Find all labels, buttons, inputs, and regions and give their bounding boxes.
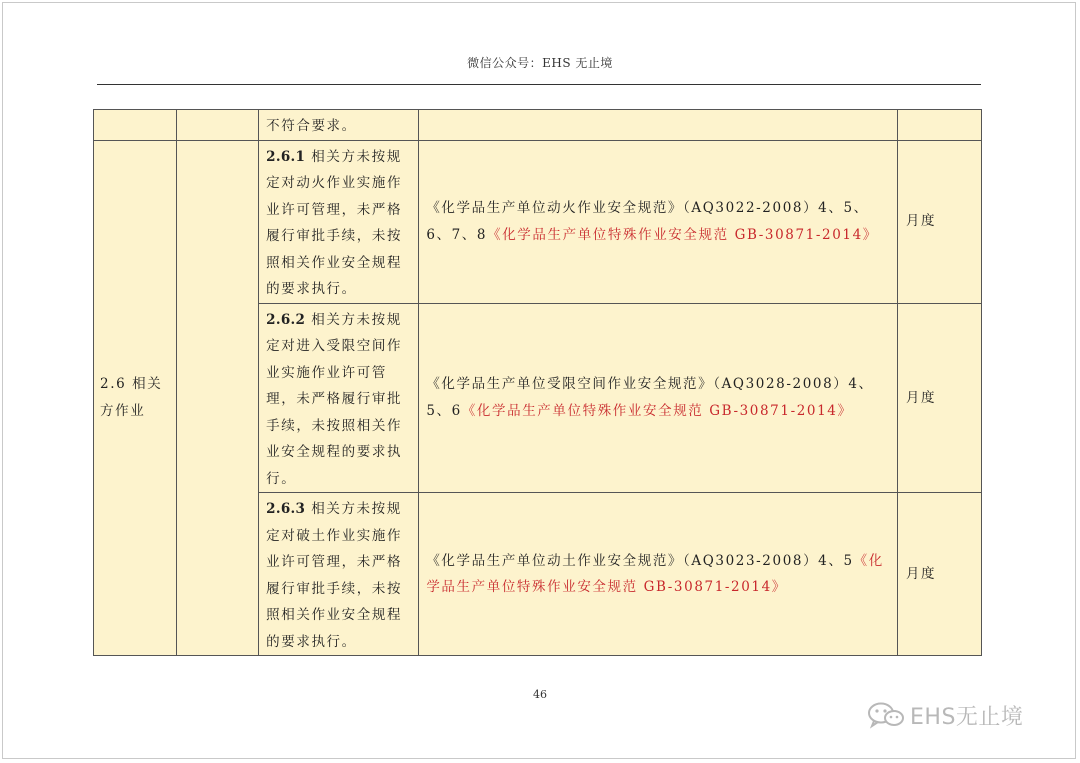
standard-text-red: 《化学品生产单位特殊作业安全规范 GB-30871-2014》 bbox=[487, 226, 878, 243]
item-cell bbox=[259, 303, 419, 493]
category-cell: 2.6 相关方作业 bbox=[94, 140, 177, 656]
frequency-cell: 月度 bbox=[897, 140, 981, 303]
item-text-continued: 不符合要求。 bbox=[259, 110, 419, 141]
item-number: 2.6.3 bbox=[266, 501, 306, 517]
table-cell-empty bbox=[419, 110, 898, 141]
page-header-title: 微信公众号：EHS 无止境 bbox=[467, 56, 613, 70]
standard-cell bbox=[419, 303, 898, 493]
item-number: 2.6.1 bbox=[266, 148, 306, 165]
wechat-icon bbox=[866, 701, 906, 729]
standards-table bbox=[93, 109, 982, 656]
header-rule bbox=[97, 84, 981, 85]
item-text: 相关方未按规定对动火作业实施作业许可管理，未严格履行审批手续，未按照相关作业安全规程的要求执行。 bbox=[266, 148, 403, 297]
standard-cell bbox=[419, 493, 898, 656]
standard-text: 《化学品生产单位动火作业安全规范》（AQ3022-2008）4、5、6、7、8 bbox=[426, 200, 869, 243]
standard-text-red: 《化学品生产单位特殊作业安全规范 GB-30871-2014》 bbox=[461, 402, 853, 419]
frequency-cell: 月度 bbox=[897, 493, 981, 656]
table-cell-empty bbox=[177, 110, 259, 141]
standard-text: 《化学品生产单位受限空间作业安全规范》（AQ3028-2008）4、5、6 bbox=[426, 376, 874, 419]
table-row bbox=[94, 140, 982, 303]
table-cell-empty bbox=[897, 110, 981, 141]
table-cell-empty bbox=[177, 140, 259, 656]
standard-cell bbox=[419, 140, 898, 303]
item-number: 2.6.2 bbox=[266, 311, 306, 328]
page-number: 46 bbox=[533, 688, 547, 701]
table-cell-empty bbox=[94, 110, 177, 141]
standard-text-red: 《化学品生产单位特殊作业安全规范 GB-30871-2014》 bbox=[426, 552, 884, 595]
watermark-text: EHS无止境 bbox=[910, 704, 1024, 730]
item-cell bbox=[259, 140, 419, 303]
item-text: 相关方未按规定对破土作业实施作业许可管理，未严格履行审批手续，未按照相关作业安全规程的要求执行。 bbox=[266, 501, 403, 650]
table-row-continued bbox=[94, 110, 982, 141]
watermark bbox=[866, 700, 1023, 730]
frequency-cell: 月度 bbox=[897, 303, 981, 493]
standard-text: 《化学品生产单位动土作业安全规范》（AQ3023-2008）4、5 bbox=[426, 552, 854, 569]
item-cell bbox=[259, 493, 419, 656]
item-text: 相关方未按规定对进入受限空间作业实施作业许可管理，未严格履行审批手续，未按照相关作业安全规程的要求执行。 bbox=[266, 311, 403, 487]
